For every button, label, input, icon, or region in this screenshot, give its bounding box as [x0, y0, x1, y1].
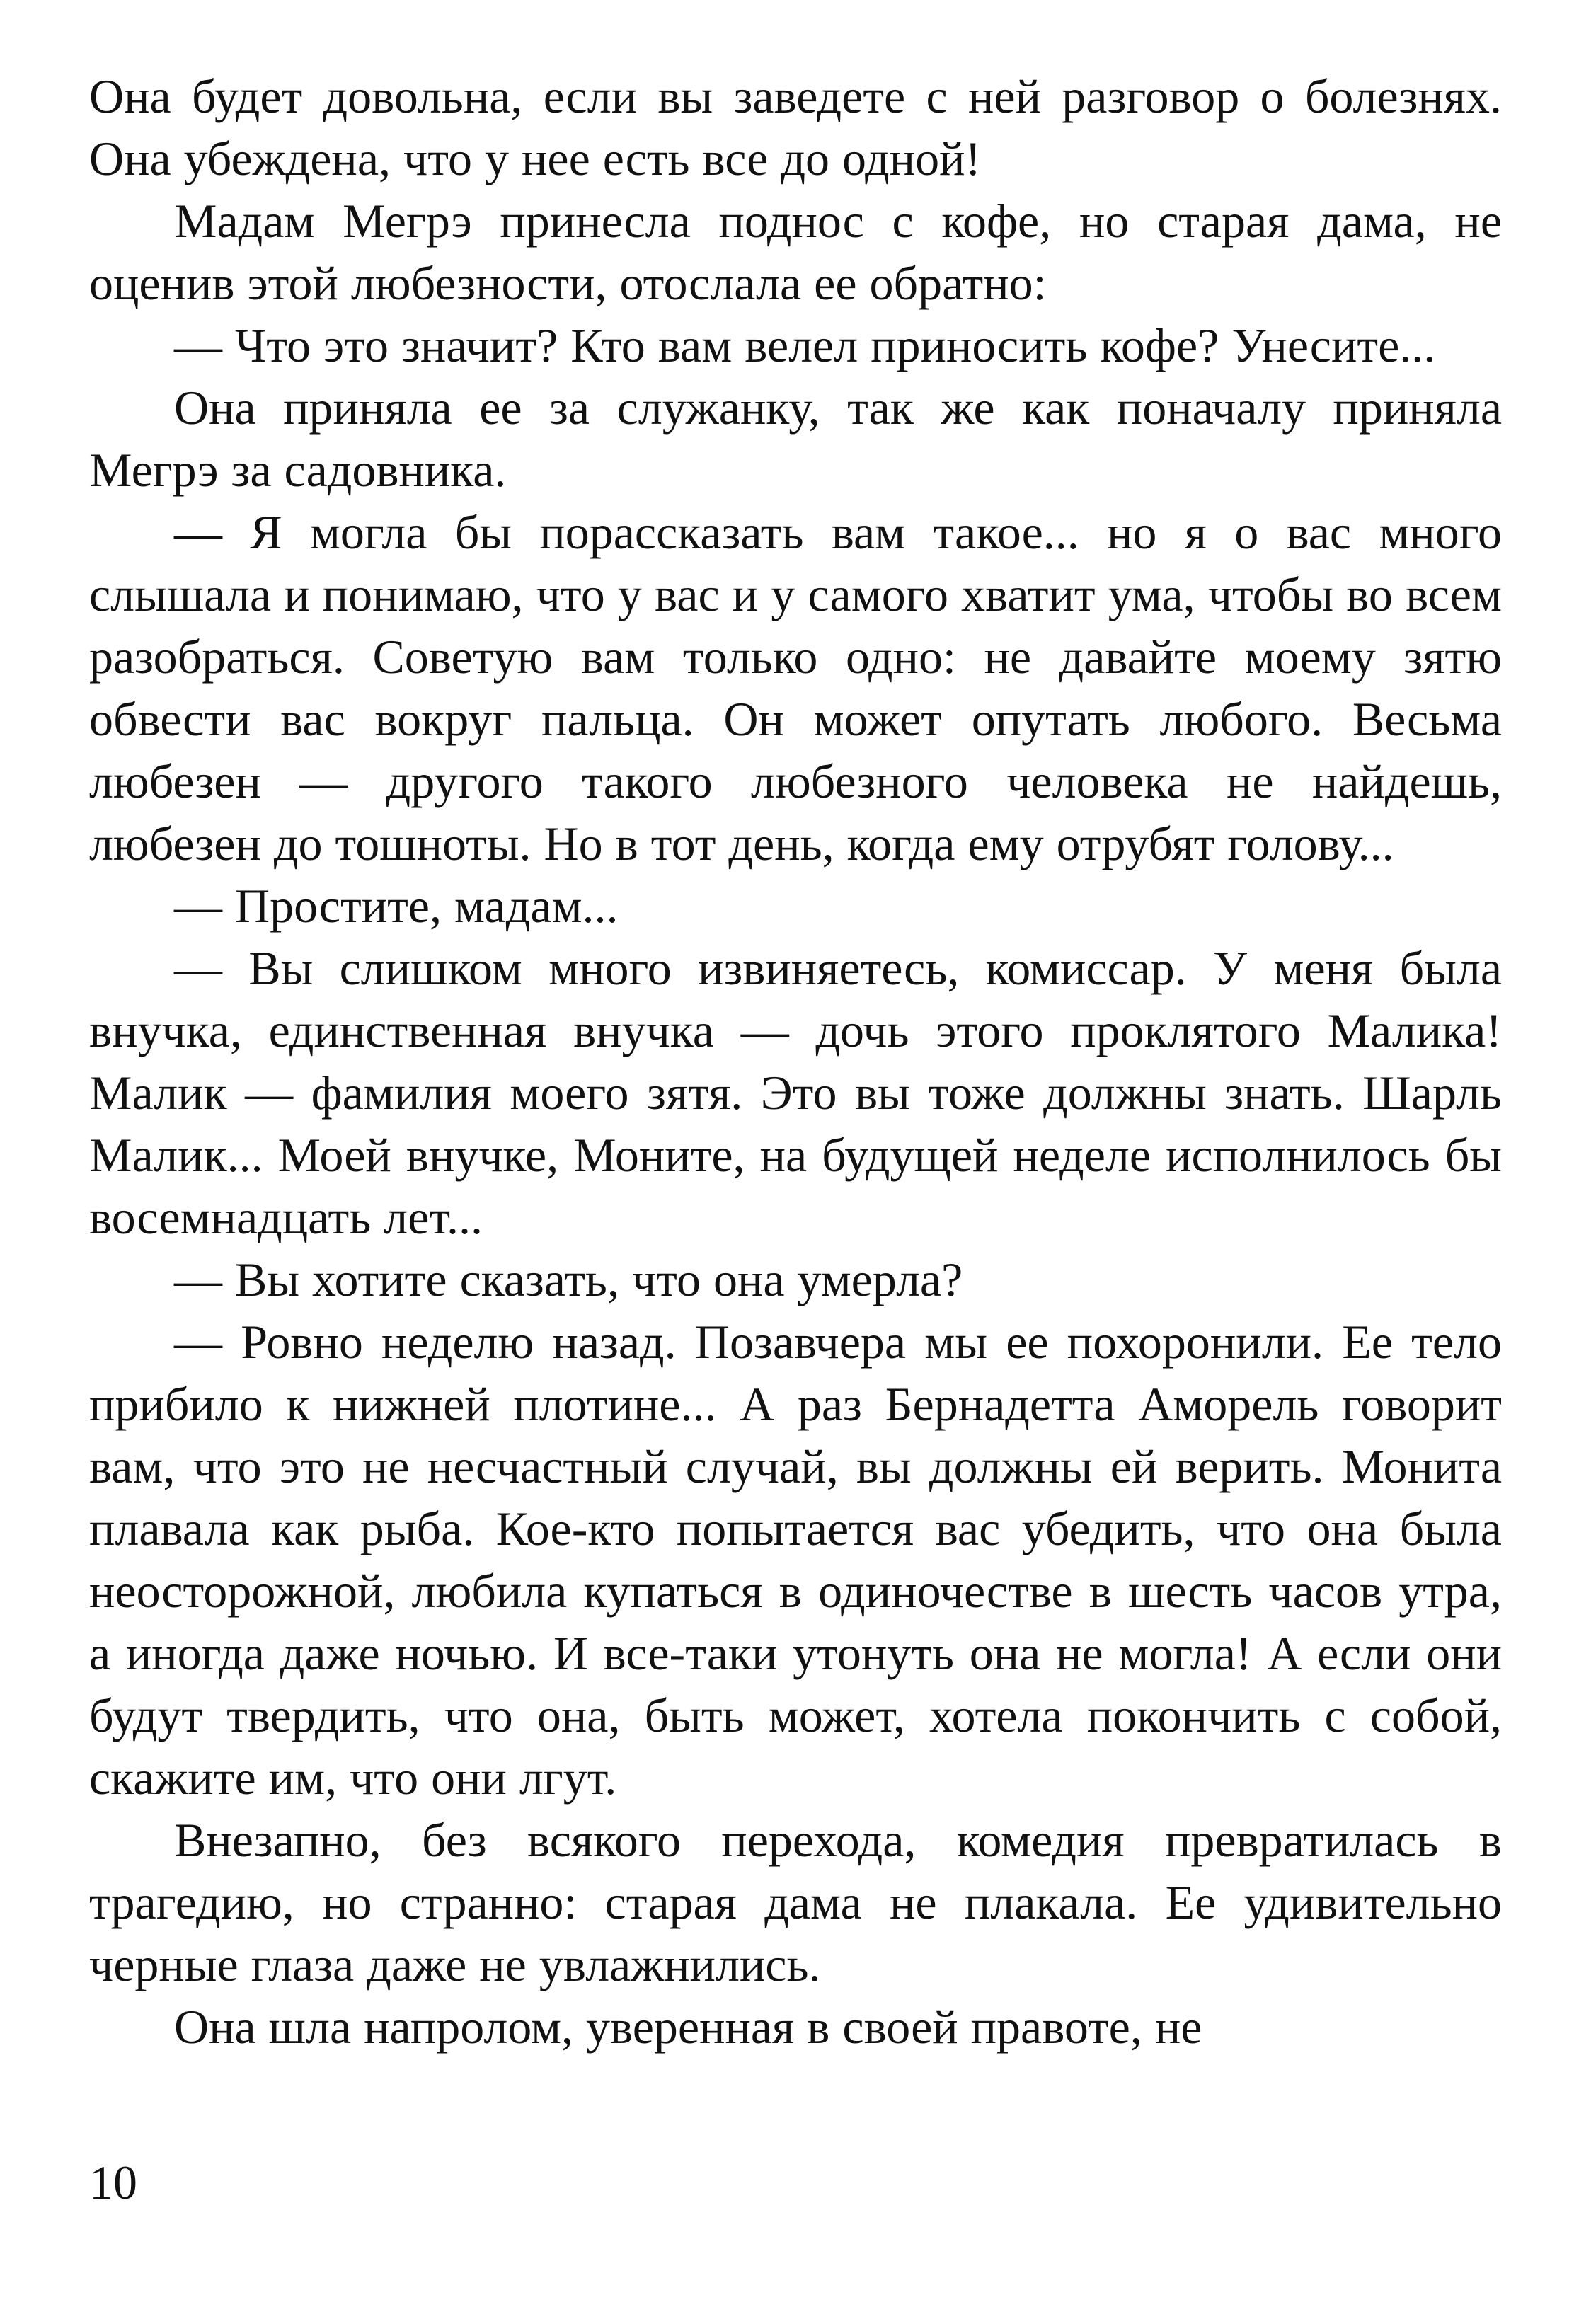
page-number: 10: [89, 2156, 137, 2209]
paragraph: — Ровно неделю назад. Позавчера мы ее похоронили. Ее тело прибило к нижней плотине... А раз Бернадетта Аморель говорит вам, что это не несчастный случай, вы должны ей верить. Монита плавала как рыба. Кое-кто попытается вас убедить, что она была неосторожной, любила купаться в одиночестве в шесть часов утра, а иногда даже ночью. И все-таки утонуть она не могла! А если они будут твердить, что она, быть может, хотела покончить с собой, скажите им, что они лгут.: [89, 1315, 1502, 1805]
paragraph: Мадам Мегрэ принесла поднос с кофе, но старая дама, не оценив этой любезности, отослала ее обратно:: [89, 194, 1502, 310]
paragraph: Внезапно, без всякого перехода, комедия превратилась в трагедию, но странно: старая дама не плакала. Ее удивительно черные глаза даже не увлажнились.: [89, 1813, 1502, 1991]
paragraph: — Простите, мадам...: [174, 879, 619, 933]
paragraph: — Я могла бы порассказать вам такое... но я о вас много слышала и понимаю, что у вас и у самого хватит ума, чтобы во всем разобраться. Советую вам только одно: не давайте моему зятю обвести вас вокруг пальца. Он может опутать любого. Весьма любезен — другого такого любезного человека не найдешь, любезен до тошноты. Но в тот день, когда ему отрубят голову...: [89, 505, 1502, 870]
paragraph: Она шла напролом, уверенная в своей правоте, не: [174, 2000, 1202, 2054]
paragraph: — Вы хотите сказать, что она умерла?: [174, 1253, 963, 1306]
body-text: [89, 65, 1502, 2058]
paragraph: Она будет довольна, если вы заведете с ней разговор о болезнях. Она убеждена, что у нее есть все до одной!: [89, 69, 1502, 185]
paragraph: — Вы слишком много извиняетесь, комиссар. У меня была внучка, единственная внучка — дочь этого проклятого Малика! Малик — фамилия моего зятя. Это вы тоже должны знать. Шарль Малик... Моей внучке, Моните, на будущей неделе исполнилось бы восемнадцать лет...: [89, 941, 1502, 1244]
paragraph: Она приняла ее за служанку, так же как поначалу приняла Мегрэ за садовника.: [89, 381, 1502, 497]
paragraph: — Что это значит? Кто вам велел приносить кофе? Унесите...: [174, 318, 1436, 372]
